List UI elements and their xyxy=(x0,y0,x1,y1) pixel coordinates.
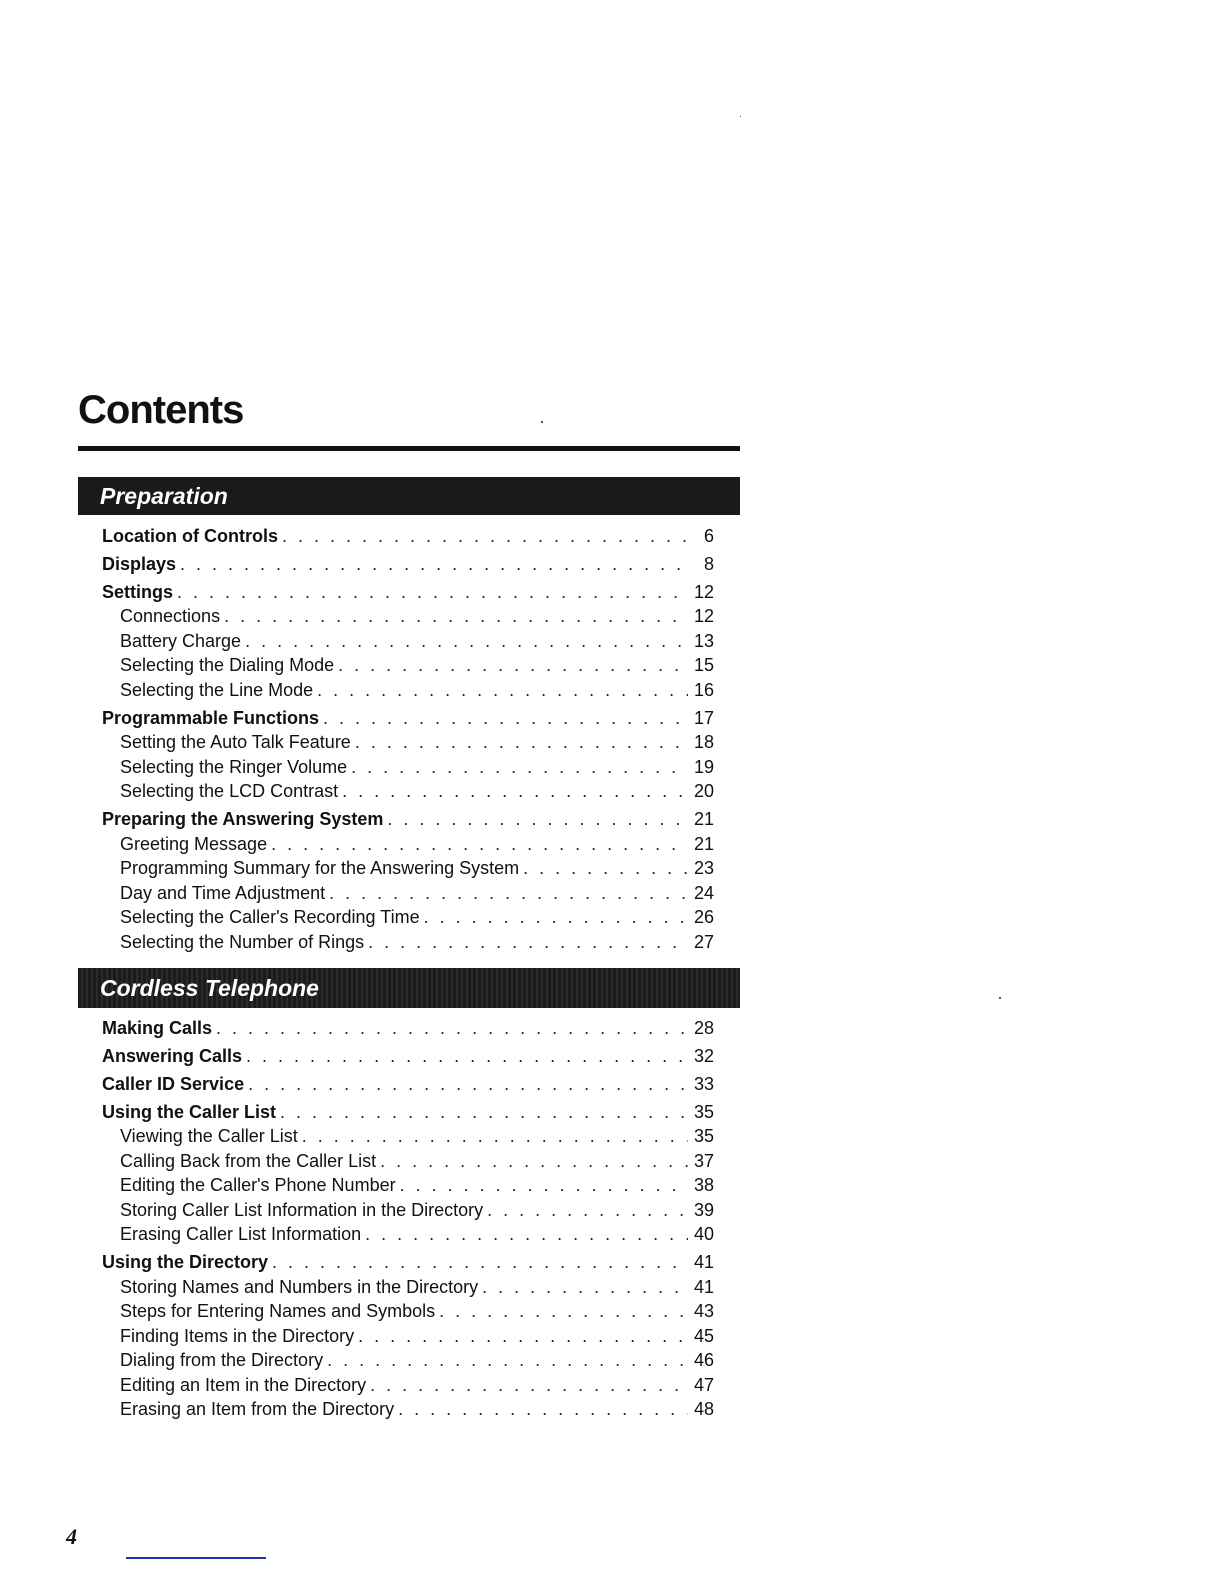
toc-entry-page: 24 xyxy=(693,882,714,903)
toc-entry-label: Editing an Item in the Directory xyxy=(120,1374,367,1395)
toc-entry-page: 43 xyxy=(693,1301,714,1321)
toc-entry-page: 35 xyxy=(693,1101,714,1122)
toc-entry-page: 46 xyxy=(693,1350,714,1370)
toc-entry-page: 18 xyxy=(693,732,714,752)
toc-entry-label: Caller ID Service xyxy=(102,1073,245,1094)
section-heading: Preparation xyxy=(100,483,228,509)
toc-entry xyxy=(102,1126,714,1151)
toc-entry-page: 17 xyxy=(693,707,714,728)
dot-leader xyxy=(482,1277,688,1298)
toc-entry-page: 41 xyxy=(693,1252,714,1272)
toc-entry xyxy=(102,1375,714,1400)
dot-leader xyxy=(338,655,688,676)
toc-entry-label: Erasing an Item from the Directory xyxy=(120,1399,395,1419)
toc-entry xyxy=(102,1326,714,1351)
toc-entry xyxy=(102,1046,714,1071)
toc-entry xyxy=(102,834,714,859)
toc-entry-label: Greeting Message xyxy=(120,833,268,854)
title-rule xyxy=(78,446,740,451)
toc-entry-page: 28 xyxy=(693,1017,714,1038)
dot-leader xyxy=(358,1326,688,1347)
dot-leader xyxy=(177,582,688,603)
toc-entry xyxy=(102,1224,714,1249)
scan-speck xyxy=(541,421,543,423)
dot-leader xyxy=(271,834,688,855)
toc-entry xyxy=(102,526,714,551)
dot-leader xyxy=(365,1224,688,1245)
toc-entry-label: Setting the Auto Talk Feature xyxy=(120,732,351,752)
toc-entry-page: 21 xyxy=(693,809,714,829)
toc-entry xyxy=(102,883,714,908)
toc-entry xyxy=(102,1102,714,1127)
dot-leader xyxy=(351,757,688,778)
toc-entry-page: 6 xyxy=(703,525,714,546)
toc-entry-page: 48 xyxy=(693,1399,714,1419)
toc-entry xyxy=(102,1399,714,1424)
dot-leader xyxy=(248,1074,688,1095)
toc-entry xyxy=(102,1252,714,1277)
section-banner-cordless-telephone xyxy=(78,968,740,1008)
toc-entry-page: 33 xyxy=(693,1073,714,1094)
toc-entry xyxy=(102,757,714,782)
dot-leader xyxy=(224,606,688,627)
toc-entry-label: Storing Caller List Information in the Directory xyxy=(120,1199,484,1220)
toc-entry xyxy=(102,708,714,733)
toc-entry-page: 37 xyxy=(693,1150,714,1171)
toc-entry xyxy=(102,1301,714,1326)
footer-rule xyxy=(126,1557,266,1559)
dot-leader xyxy=(282,526,688,547)
scan-speck xyxy=(999,997,1001,999)
toc-entry-label: Answering Calls xyxy=(102,1045,243,1066)
toc-entry-label: Steps for Entering Names and Symbols xyxy=(120,1301,436,1321)
dot-leader xyxy=(387,809,688,830)
dot-leader xyxy=(245,631,688,652)
toc-entry xyxy=(102,554,714,579)
toc-entry-label: Battery Charge xyxy=(120,630,242,651)
toc-entry xyxy=(102,907,714,932)
toc-entry-label: Preparing the Answering System xyxy=(102,809,384,829)
toc-entry xyxy=(102,606,714,631)
toc-entry-page: 13 xyxy=(693,630,714,651)
toc-entry-label: Calling Back from the Caller List xyxy=(120,1150,377,1171)
toc-entry-page: 12 xyxy=(693,581,714,602)
toc-entry-label: Selecting the LCD Contrast xyxy=(120,781,339,801)
toc-entry-page: 40 xyxy=(693,1224,714,1244)
toc-entry xyxy=(102,1200,714,1225)
toc-entry-page: 47 xyxy=(693,1374,714,1395)
dot-leader xyxy=(246,1046,688,1067)
toc-entry xyxy=(102,809,714,834)
toc-entry-page: 27 xyxy=(693,931,714,952)
dot-leader xyxy=(487,1200,688,1221)
dot-leader xyxy=(216,1018,688,1039)
toc-entry-label: Using the Directory xyxy=(102,1252,269,1272)
toc-entry-label: Storing Names and Numbers in the Directory xyxy=(120,1276,479,1297)
toc-entry-label: Programmable Functions xyxy=(102,707,320,728)
toc-entry xyxy=(102,781,714,806)
dot-leader xyxy=(180,554,688,575)
dot-leader xyxy=(317,680,688,701)
toc-entry-page: 16 xyxy=(693,679,714,700)
dot-leader xyxy=(368,932,688,953)
toc-entry-page: 12 xyxy=(693,606,714,626)
dot-leader xyxy=(398,1399,688,1420)
toc-entry-label: Selecting the Line Mode xyxy=(120,679,314,700)
toc-entry xyxy=(102,631,714,656)
toc-entry-label: Using the Caller List xyxy=(102,1101,277,1122)
toc-entry-label: Dialing from the Directory xyxy=(120,1350,324,1370)
toc-entry-label: Settings xyxy=(102,581,174,602)
toc-list-preparation xyxy=(102,522,714,956)
toc-entry-page: 20 xyxy=(693,781,714,801)
toc-entry xyxy=(102,582,714,607)
dot-leader xyxy=(439,1301,688,1322)
toc-entry-label: Programming Summary for the Answering System xyxy=(120,858,520,878)
toc-entry-label: Connections xyxy=(120,606,221,626)
toc-entry-page: 35 xyxy=(693,1126,714,1146)
dot-leader xyxy=(380,1151,688,1172)
toc-entry-page: 32 xyxy=(693,1045,714,1066)
dot-leader xyxy=(329,883,688,904)
toc-entry xyxy=(102,1277,714,1302)
toc-entry-label: Displays xyxy=(102,553,177,574)
dot-leader xyxy=(302,1126,688,1147)
toc-entry-page: 21 xyxy=(693,833,714,854)
toc-entry xyxy=(102,1074,714,1099)
toc-entry-page: 45 xyxy=(693,1325,714,1346)
toc-entry-label: Finding Items in the Directory xyxy=(120,1325,355,1346)
toc-entry-page: 19 xyxy=(693,756,714,777)
dot-leader xyxy=(355,732,688,753)
toc-entry-label: Selecting the Dialing Mode xyxy=(120,655,335,675)
dot-leader xyxy=(424,907,688,928)
dot-leader xyxy=(523,858,688,879)
dot-leader xyxy=(323,708,688,729)
toc-entry xyxy=(102,858,714,883)
toc-entry-page: 23 xyxy=(693,858,714,878)
toc-entry-label: Selecting the Caller's Recording Time xyxy=(120,907,420,927)
toc-entry-label: Erasing Caller List Information xyxy=(120,1224,362,1244)
dot-leader xyxy=(370,1375,688,1396)
toc-entry-page: 38 xyxy=(693,1175,714,1195)
page-number: 4 xyxy=(66,1524,77,1549)
toc-entry-page: 41 xyxy=(693,1276,714,1297)
toc-entry-label: Selecting the Number of Rings xyxy=(120,931,365,952)
toc-entry-label: Viewing the Caller List xyxy=(120,1126,298,1146)
dot-leader xyxy=(280,1102,688,1123)
toc-entry-page: 15 xyxy=(693,655,714,675)
toc-entry xyxy=(102,732,714,757)
page-title: Contents xyxy=(78,388,244,432)
toc-entry-label: Day and Time Adjustment xyxy=(120,882,326,903)
toc-entry-page: 26 xyxy=(693,907,714,927)
toc-entry-label: Selecting the Ringer Volume xyxy=(120,756,348,777)
dot-leader xyxy=(327,1350,688,1371)
scan-speck xyxy=(740,116,741,117)
section-banner-preparation xyxy=(78,477,740,515)
toc-entry xyxy=(102,1151,714,1176)
toc-entry xyxy=(102,680,714,705)
toc-entry-page: 39 xyxy=(693,1199,714,1220)
toc-entry-label: Editing the Caller's Phone Number xyxy=(120,1175,396,1195)
section-heading: Cordless Telephone xyxy=(100,975,319,1001)
toc-entry xyxy=(102,1018,714,1043)
toc-entry xyxy=(102,932,714,957)
toc-list-cordless-telephone xyxy=(102,1014,714,1424)
dot-leader xyxy=(400,1175,688,1196)
toc-entry-label: Making Calls xyxy=(102,1017,213,1038)
toc-entry xyxy=(102,655,714,680)
dot-leader xyxy=(342,781,688,802)
toc-entry xyxy=(102,1175,714,1200)
toc-entry-label: Location of Controls xyxy=(102,525,278,546)
dot-leader xyxy=(272,1252,688,1273)
toc-entry xyxy=(102,1350,714,1375)
toc-entry-page: 8 xyxy=(703,553,714,574)
